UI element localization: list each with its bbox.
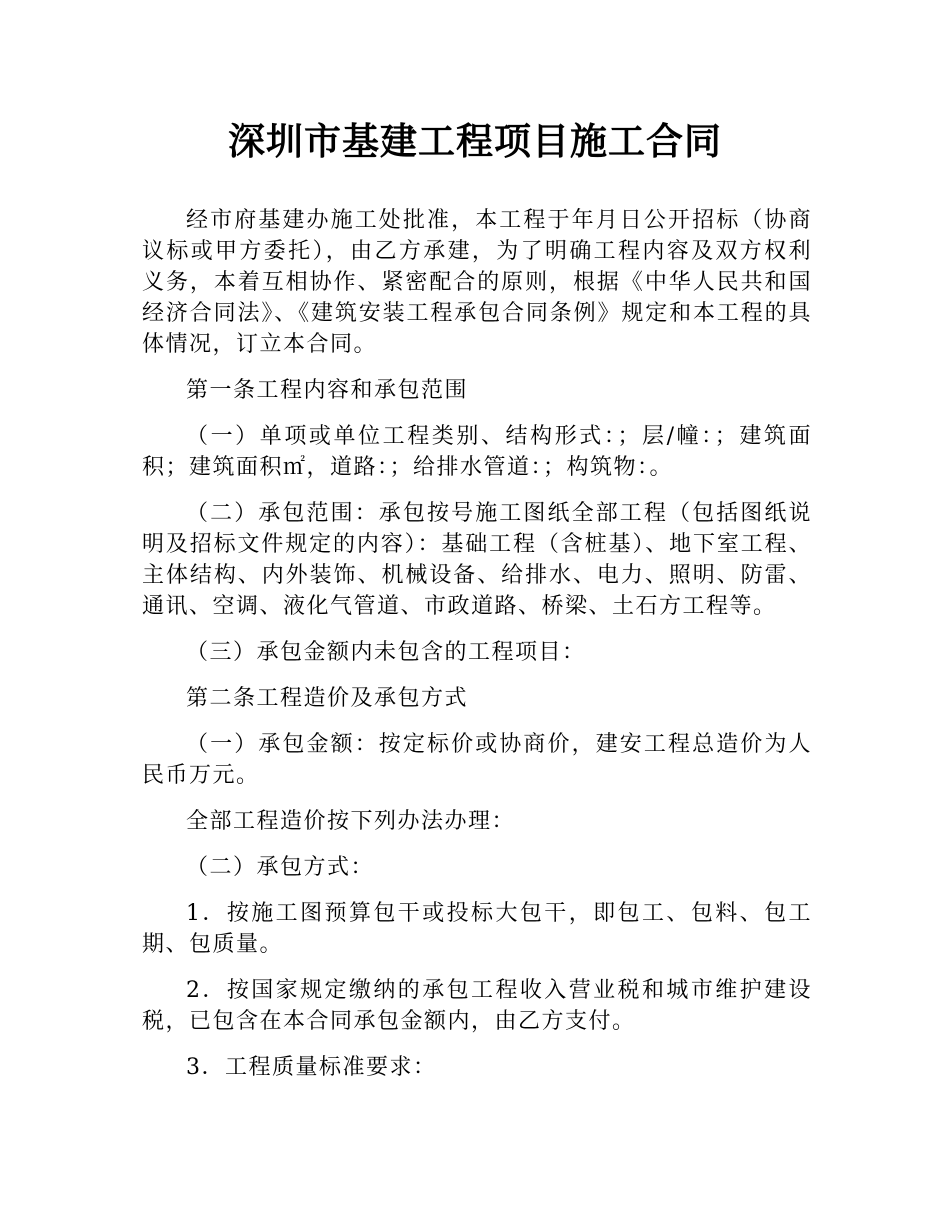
item-1: 1．按施工图预算包干或投标大包干，即包工、包料、包工期、包质量。 <box>142 901 812 957</box>
clause-2-1: （一）承包金额：按定标价或协商价，建安工程总造价为人民币万元。 <box>142 732 812 788</box>
clause-1-1: （一）单项或单位工程类别、结构形式：；层/幢：；建筑面积；建筑面积㎡，道路：；给排水管道：；构筑物：。 <box>142 424 812 480</box>
article-2-heading: 第二条工程造价及承包方式 <box>186 686 469 711</box>
item-3: 3．工程质量标准要求： <box>186 1055 437 1080</box>
clause-2-2: （二）承包方式： <box>186 855 375 880</box>
document-body <box>142 205 812 1098</box>
paragraph-intro: 经市府基建办施工处批准，本工程于年月日公开招标（协商议标或甲方委托），由乙方承建，为了明确工程内容及双方权利义务，本着互相协作、紧密配合的原则，根据《中华人民共和国经济合同法》、《建筑安装工程承包合同条例》规定和本工程的具体情况，订立本合同。 <box>142 208 812 357</box>
article-1-heading: 第一条工程内容和承包范围 <box>186 378 469 403</box>
document-title: 深圳市基建工程项目施工合同 <box>228 120 722 163</box>
clause-1-2: （二）承包范围：承包按号施工图纸全部工程（包括图纸说明及招标文件规定的内容）：基础工程（含桩基）、地下室工程、主体结构、内外装饰、机械设备、给排水、电力、照明、防雷、通讯、空调、液化气管道、市政道路、桥梁、土石方工程等。 <box>142 501 812 619</box>
item-2: 2．按国家规定缴纳的承包工程收入营业税和城市维护建设税，已包含在本合同承包金额内，由乙方支付。 <box>142 978 812 1034</box>
pricing-method: 全部工程造价按下列办法办理： <box>186 809 516 834</box>
clause-1-3: （三）承包金额内未包含的工程项目： <box>186 640 586 665</box>
